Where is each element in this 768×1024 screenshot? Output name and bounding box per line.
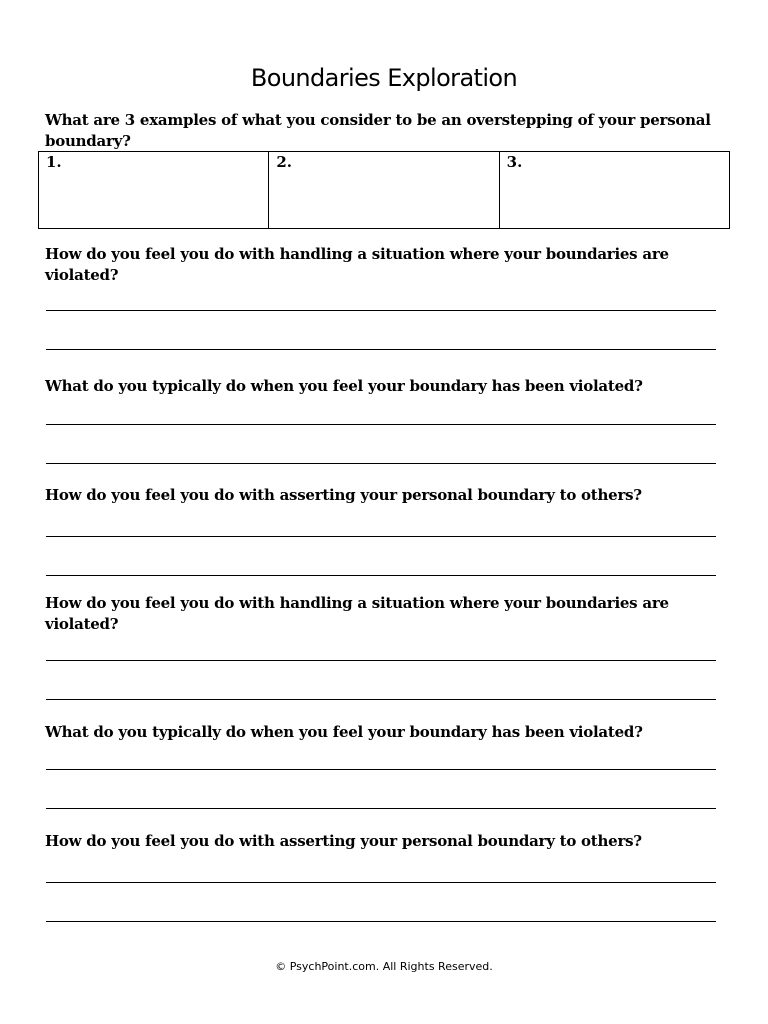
answer-line[interactable] (46, 660, 716, 661)
answer-line[interactable] (46, 463, 716, 464)
intro-question: What are 3 examples of what you consider to be an overstepping of your personal boundary? (45, 111, 711, 150)
question-2: What do you typically do when you feel your boundary has been violated? (45, 377, 643, 395)
answer-line[interactable] (46, 536, 716, 537)
answer-line[interactable] (46, 769, 716, 770)
example-cell-2[interactable]: 2. (269, 152, 499, 228)
page-title: Boundaries Exploration (250, 64, 518, 92)
answer-line[interactable] (46, 424, 716, 425)
answer-line[interactable] (46, 310, 716, 311)
question-1: How do you feel you do with handling a situation where your boundaries are violated? (45, 245, 669, 284)
answer-line[interactable] (46, 808, 716, 809)
answer-line[interactable] (46, 921, 716, 922)
question-5: What do you typically do when you feel your boundary has been violated? (45, 723, 643, 741)
copyright-footer: © PsychPoint.com. All Rights Reserved. (275, 960, 493, 973)
question-4: How do you feel you do with handling a situation where your boundaries are violated? (45, 594, 669, 633)
example-cell-3[interactable]: 3. (506, 153, 523, 171)
question-6: How do you feel you do with asserting your personal boundary to others? (45, 832, 642, 850)
answer-line[interactable] (46, 349, 716, 350)
example-cell-1[interactable]: 1. (39, 152, 269, 228)
answer-line[interactable] (46, 699, 716, 700)
answer-line[interactable] (46, 575, 716, 576)
examples-table (38, 151, 730, 229)
answer-line[interactable] (46, 882, 716, 883)
question-3: How do you feel you do with asserting your personal boundary to others? (45, 486, 642, 504)
